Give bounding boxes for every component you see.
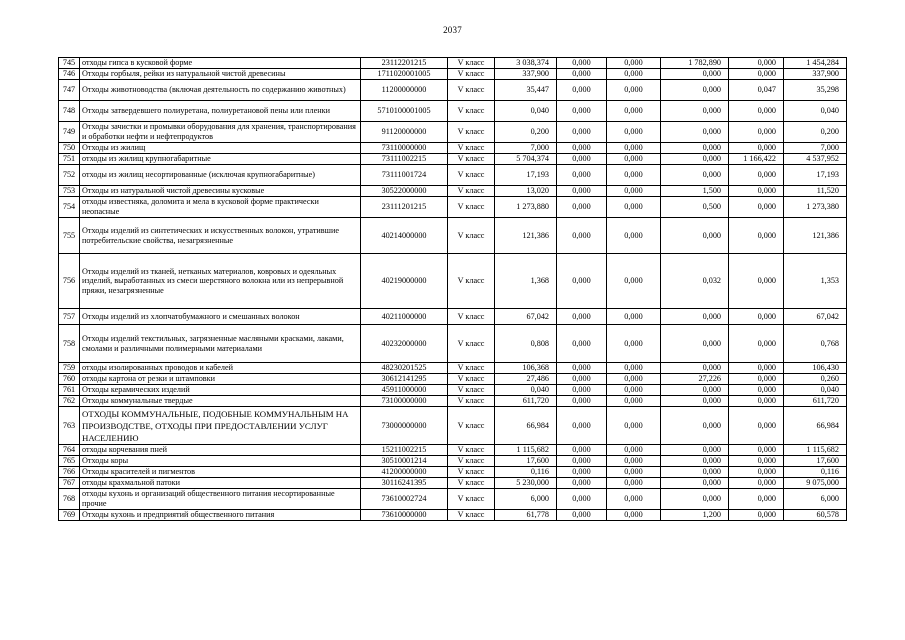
value-6: 9 075,000 [784, 478, 847, 489]
value-6: 66,984 [784, 407, 847, 445]
fkko-code: 30612141295 [361, 374, 448, 385]
hazard-class: V класс [448, 467, 495, 478]
hazard-class: V класс [448, 478, 495, 489]
waste-name: отходы из жилищ крупногабаритные [80, 154, 361, 165]
value-5: 0,000 [729, 122, 784, 143]
value-5: 0,000 [729, 58, 784, 69]
value-5: 0,000 [729, 309, 784, 325]
table-row [59, 385, 847, 396]
value-4: 0,000 [661, 154, 729, 165]
value-2: 0,000 [557, 510, 607, 521]
fkko-code: 11200000000 [361, 80, 448, 101]
table-row [59, 510, 847, 521]
value-3: 0,000 [607, 186, 661, 197]
waste-name: Отходы керамических изделий [80, 385, 361, 396]
value-1: 121,386 [495, 218, 557, 254]
value-1: 35,447 [495, 80, 557, 101]
value-1: 0,200 [495, 122, 557, 143]
row-number: 753 [59, 186, 80, 197]
hazard-class: V класс [448, 101, 495, 122]
value-4: 0,032 [661, 254, 729, 309]
value-5: 1 166,422 [729, 154, 784, 165]
waste-name: ОТХОДЫ КОММУНАЛЬНЫЕ, ПОДОБНЫЕ КОММУНАЛЬНЫМ НА ПРОИЗВОДСТВЕ, ОТХОДЫ ПРИ ПРЕДОСТАВЛЕНИИ УСЛУГ НАСЕЛЕНИЮ [80, 407, 361, 445]
value-6: 106,430 [784, 363, 847, 374]
fkko-code: 73111002215 [361, 154, 448, 165]
value-6: 7,000 [784, 143, 847, 154]
value-3: 0,000 [607, 489, 661, 510]
value-2: 0,000 [557, 101, 607, 122]
value-5: 0,000 [729, 407, 784, 445]
value-1: 0,808 [495, 325, 557, 363]
value-6: 1 115,682 [784, 445, 847, 456]
value-2: 0,000 [557, 143, 607, 154]
value-1: 5 230,000 [495, 478, 557, 489]
row-number: 760 [59, 374, 80, 385]
value-6: 0,260 [784, 374, 847, 385]
value-2: 0,000 [557, 325, 607, 363]
value-3: 0,000 [607, 510, 661, 521]
value-3: 0,000 [607, 58, 661, 69]
value-4: 0,000 [661, 80, 729, 101]
hazard-class: V класс [448, 445, 495, 456]
hazard-class: V класс [448, 374, 495, 385]
value-2: 0,000 [557, 478, 607, 489]
value-1: 13,020 [495, 186, 557, 197]
value-2: 0,000 [557, 154, 607, 165]
fkko-code: 30510001214 [361, 456, 448, 467]
table-row [59, 467, 847, 478]
value-5: 0,000 [729, 510, 784, 521]
value-3: 0,000 [607, 218, 661, 254]
row-number: 747 [59, 80, 80, 101]
fkko-code: 45911000000 [361, 385, 448, 396]
table-row [59, 363, 847, 374]
value-5: 0,000 [729, 456, 784, 467]
value-5: 0,000 [729, 374, 784, 385]
value-1: 337,900 [495, 69, 557, 80]
value-2: 0,000 [557, 374, 607, 385]
value-2: 0,000 [557, 58, 607, 69]
table-row [59, 309, 847, 325]
value-4: 27,226 [661, 374, 729, 385]
value-6: 0,040 [784, 385, 847, 396]
value-3: 0,000 [607, 363, 661, 374]
hazard-class: V класс [448, 407, 495, 445]
value-6: 0,116 [784, 467, 847, 478]
value-6: 67,042 [784, 309, 847, 325]
value-3: 0,000 [607, 374, 661, 385]
value-2: 0,000 [557, 218, 607, 254]
value-1: 66,984 [495, 407, 557, 445]
value-4: 0,000 [661, 385, 729, 396]
hazard-class: V класс [448, 122, 495, 143]
value-5: 0,000 [729, 254, 784, 309]
table-row [59, 374, 847, 385]
value-6: 1 454,284 [784, 58, 847, 69]
value-2: 0,000 [557, 254, 607, 309]
row-number: 767 [59, 478, 80, 489]
waste-name: Отходы изделий из тканей, нетканых материалов, ковровых и одеяльных изделий, выработанных из смеси шерстяного волокна или из непрерывной пряжи, незагрязненные [80, 254, 361, 309]
table-row [59, 325, 847, 363]
value-6: 17,600 [784, 456, 847, 467]
value-6: 121,386 [784, 218, 847, 254]
fkko-code: 23112201215 [361, 58, 448, 69]
fkko-code: 1711020001005 [361, 69, 448, 80]
value-2: 0,000 [557, 165, 607, 186]
fkko-code: 40214000000 [361, 218, 448, 254]
value-3: 0,000 [607, 101, 661, 122]
hazard-class: V класс [448, 69, 495, 80]
value-4: 0,000 [661, 165, 729, 186]
value-4: 1,200 [661, 510, 729, 521]
row-number: 765 [59, 456, 80, 467]
value-6: 337,900 [784, 69, 847, 80]
value-3: 0,000 [607, 165, 661, 186]
hazard-class: V класс [448, 197, 495, 218]
value-2: 0,000 [557, 69, 607, 80]
table-row [59, 197, 847, 218]
waste-name: Отходы красителей и пигментов [80, 467, 361, 478]
hazard-class: V класс [448, 254, 495, 309]
table-row [59, 165, 847, 186]
hazard-class: V класс [448, 218, 495, 254]
hazard-class: V класс [448, 363, 495, 374]
table-row [59, 489, 847, 510]
table-row [59, 58, 847, 69]
value-1: 17,600 [495, 456, 557, 467]
row-number: 769 [59, 510, 80, 521]
value-1: 7,000 [495, 143, 557, 154]
hazard-class: V класс [448, 325, 495, 363]
hazard-class: V класс [448, 80, 495, 101]
row-number: 756 [59, 254, 80, 309]
value-1: 5 704,374 [495, 154, 557, 165]
table-row [59, 143, 847, 154]
value-3: 0,000 [607, 122, 661, 143]
value-3: 0,000 [607, 143, 661, 154]
value-5: 0,000 [729, 325, 784, 363]
hazard-class: V класс [448, 510, 495, 521]
value-1: 1,368 [495, 254, 557, 309]
value-2: 0,000 [557, 396, 607, 407]
waste-name: Отходы из жилищ [80, 143, 361, 154]
fkko-code: 30116241395 [361, 478, 448, 489]
value-4: 0,000 [661, 69, 729, 80]
value-4: 0,000 [661, 489, 729, 510]
table-row [59, 445, 847, 456]
waste-name: отходы кухонь и организаций общественного питания несортированные прочие [80, 489, 361, 510]
row-number: 757 [59, 309, 80, 325]
table-row [59, 254, 847, 309]
value-6: 0,200 [784, 122, 847, 143]
value-4: 0,000 [661, 456, 729, 467]
value-5: 0,000 [729, 489, 784, 510]
table-row [59, 456, 847, 467]
value-3: 0,000 [607, 478, 661, 489]
waste-name: Отходы зачистки и промывки оборудования для хранения, транспортирования и обработки нефти и нефтепродуктов [80, 122, 361, 143]
waste-name: Отходы кухонь и предприятий общественного питания [80, 510, 361, 521]
table-row [59, 218, 847, 254]
value-5: 0,000 [729, 478, 784, 489]
value-4: 0,000 [661, 309, 729, 325]
value-2: 0,000 [557, 309, 607, 325]
hazard-class: V класс [448, 186, 495, 197]
value-6: 4 537,952 [784, 154, 847, 165]
table-row [59, 101, 847, 122]
waste-name: Отходы изделий текстильных, загрязненные масляными красками, лаками, смолами и различными полимерными материалами [80, 325, 361, 363]
fkko-code: 73111001724 [361, 165, 448, 186]
waste-name: Отходы изделий из хлопчатобумажного и смешанных волокон [80, 309, 361, 325]
waste-name: отходы гипса в кусковой форме [80, 58, 361, 69]
value-4: 0,000 [661, 122, 729, 143]
value-4: 1 782,890 [661, 58, 729, 69]
waste-name: отходы крахмальной патоки [80, 478, 361, 489]
table-row [59, 122, 847, 143]
table-body [59, 58, 847, 521]
value-1: 611,720 [495, 396, 557, 407]
row-number: 745 [59, 58, 80, 69]
value-4: 0,000 [661, 396, 729, 407]
value-1: 1 115,682 [495, 445, 557, 456]
value-2: 0,000 [557, 122, 607, 143]
value-5: 0,000 [729, 165, 784, 186]
fkko-code: 40232000000 [361, 325, 448, 363]
value-5: 0,000 [729, 101, 784, 122]
value-4: 0,000 [661, 478, 729, 489]
value-2: 0,000 [557, 489, 607, 510]
fkko-code: 48230201525 [361, 363, 448, 374]
waste-table [58, 57, 847, 521]
value-5: 0,047 [729, 80, 784, 101]
row-number: 763 [59, 407, 80, 445]
row-number: 766 [59, 467, 80, 478]
value-5: 0,000 [729, 385, 784, 396]
row-number: 758 [59, 325, 80, 363]
value-1: 3 038,374 [495, 58, 557, 69]
waste-name: Отходы из натуральной чистой древесины кусковые [80, 186, 361, 197]
waste-name: Отходы горбыля, рейки из натуральной чистой древесины [80, 69, 361, 80]
value-3: 0,000 [607, 467, 661, 478]
fkko-code: 40211000000 [361, 309, 448, 325]
fkko-code: 73100000000 [361, 396, 448, 407]
value-3: 0,000 [607, 385, 661, 396]
waste-name: Отходы затвердевшего полиуретана, полиуретановой пены или пленки [80, 101, 361, 122]
value-2: 0,000 [557, 407, 607, 445]
row-number: 746 [59, 69, 80, 80]
table-row [59, 478, 847, 489]
value-5: 0,000 [729, 218, 784, 254]
value-3: 0,000 [607, 69, 661, 80]
table-row [59, 186, 847, 197]
value-1: 61,778 [495, 510, 557, 521]
value-3: 0,000 [607, 396, 661, 407]
value-1: 17,193 [495, 165, 557, 186]
value-6: 0,768 [784, 325, 847, 363]
value-4: 0,000 [661, 363, 729, 374]
fkko-code: 73610002724 [361, 489, 448, 510]
value-2: 0,000 [557, 186, 607, 197]
hazard-class: V класс [448, 309, 495, 325]
value-4: 0,000 [661, 325, 729, 363]
value-5: 0,000 [729, 143, 784, 154]
fkko-code: 91120000000 [361, 122, 448, 143]
value-6: 11,520 [784, 186, 847, 197]
fkko-code: 41200000000 [361, 467, 448, 478]
fkko-code: 73610000000 [361, 510, 448, 521]
row-number: 764 [59, 445, 80, 456]
value-4: 1,500 [661, 186, 729, 197]
value-3: 0,000 [607, 197, 661, 218]
waste-name: отходы корчевания пней [80, 445, 361, 456]
table-row [59, 154, 847, 165]
row-number: 762 [59, 396, 80, 407]
value-4: 0,500 [661, 197, 729, 218]
value-6: 0,040 [784, 101, 847, 122]
row-number: 754 [59, 197, 80, 218]
table-row [59, 407, 847, 445]
hazard-class: V класс [448, 165, 495, 186]
value-2: 0,000 [557, 385, 607, 396]
value-6: 1 273,380 [784, 197, 847, 218]
waste-name: отходы картона от резки и штамповки [80, 374, 361, 385]
waste-name: отходы из жилищ несортированные (исключая крупногабаритные) [80, 165, 361, 186]
value-3: 0,000 [607, 445, 661, 456]
value-6: 35,298 [784, 80, 847, 101]
hazard-class: V класс [448, 143, 495, 154]
table-row [59, 69, 847, 80]
value-2: 0,000 [557, 363, 607, 374]
row-number: 761 [59, 385, 80, 396]
value-2: 0,000 [557, 467, 607, 478]
hazard-class: V класс [448, 456, 495, 467]
value-5: 0,000 [729, 396, 784, 407]
value-5: 0,000 [729, 69, 784, 80]
value-6: 611,720 [784, 396, 847, 407]
hazard-class: V класс [448, 385, 495, 396]
value-3: 0,000 [607, 325, 661, 363]
value-4: 0,000 [661, 467, 729, 478]
value-2: 0,000 [557, 197, 607, 218]
fkko-code: 73110000000 [361, 143, 448, 154]
value-1: 67,042 [495, 309, 557, 325]
value-2: 0,000 [557, 456, 607, 467]
value-3: 0,000 [607, 407, 661, 445]
value-6: 1,353 [784, 254, 847, 309]
table-row [59, 396, 847, 407]
waste-name: Отходы коммунальные твердые [80, 396, 361, 407]
page-number: 2037 [443, 25, 462, 35]
hazard-class: V класс [448, 396, 495, 407]
row-number: 755 [59, 218, 80, 254]
value-2: 0,000 [557, 445, 607, 456]
hazard-class: V класс [448, 489, 495, 510]
value-3: 0,000 [607, 309, 661, 325]
waste-name: Отходы животноводства (включая деятельность по содержанию животных) [80, 80, 361, 101]
value-6: 6,000 [784, 489, 847, 510]
hazard-class: V класс [448, 58, 495, 69]
value-4: 0,000 [661, 101, 729, 122]
row-number: 768 [59, 489, 80, 510]
value-1: 0,040 [495, 385, 557, 396]
value-5: 0,000 [729, 467, 784, 478]
value-4: 0,000 [661, 143, 729, 154]
value-2: 0,000 [557, 80, 607, 101]
value-4: 0,000 [661, 218, 729, 254]
waste-name: отходы известняка, доломита и мела в кусковой форме практически неопасные [80, 197, 361, 218]
fkko-code: 30522000000 [361, 186, 448, 197]
fkko-code: 40219000000 [361, 254, 448, 309]
value-5: 0,000 [729, 186, 784, 197]
row-number: 751 [59, 154, 80, 165]
value-1: 0,116 [495, 467, 557, 478]
value-1: 27,486 [495, 374, 557, 385]
row-number: 750 [59, 143, 80, 154]
value-5: 0,000 [729, 363, 784, 374]
table-row [59, 80, 847, 101]
fkko-code: 73000000000 [361, 407, 448, 445]
waste-name: Отходы коры [80, 456, 361, 467]
fkko-code: 23111201215 [361, 197, 448, 218]
value-1: 1 273,880 [495, 197, 557, 218]
value-1: 6,000 [495, 489, 557, 510]
row-number: 752 [59, 165, 80, 186]
value-3: 0,000 [607, 154, 661, 165]
value-4: 0,000 [661, 407, 729, 445]
value-1: 106,368 [495, 363, 557, 374]
value-3: 0,000 [607, 254, 661, 309]
value-4: 0,000 [661, 445, 729, 456]
waste-name: отходы изолированных проводов и кабелей [80, 363, 361, 374]
row-number: 748 [59, 101, 80, 122]
fkko-code: 15211002215 [361, 445, 448, 456]
value-6: 17,193 [784, 165, 847, 186]
value-1: 0,040 [495, 101, 557, 122]
value-5: 0,000 [729, 197, 784, 218]
value-5: 0,000 [729, 445, 784, 456]
waste-name: Отходы изделий из синтетических и искусственных волокон, утратившие потребительские свойства, незагрязненные [80, 218, 361, 254]
value-3: 0,000 [607, 456, 661, 467]
value-3: 0,000 [607, 80, 661, 101]
row-number: 749 [59, 122, 80, 143]
fkko-code: 5710100001005 [361, 101, 448, 122]
hazard-class: V класс [448, 154, 495, 165]
value-6: 60,578 [784, 510, 847, 521]
row-number: 759 [59, 363, 80, 374]
